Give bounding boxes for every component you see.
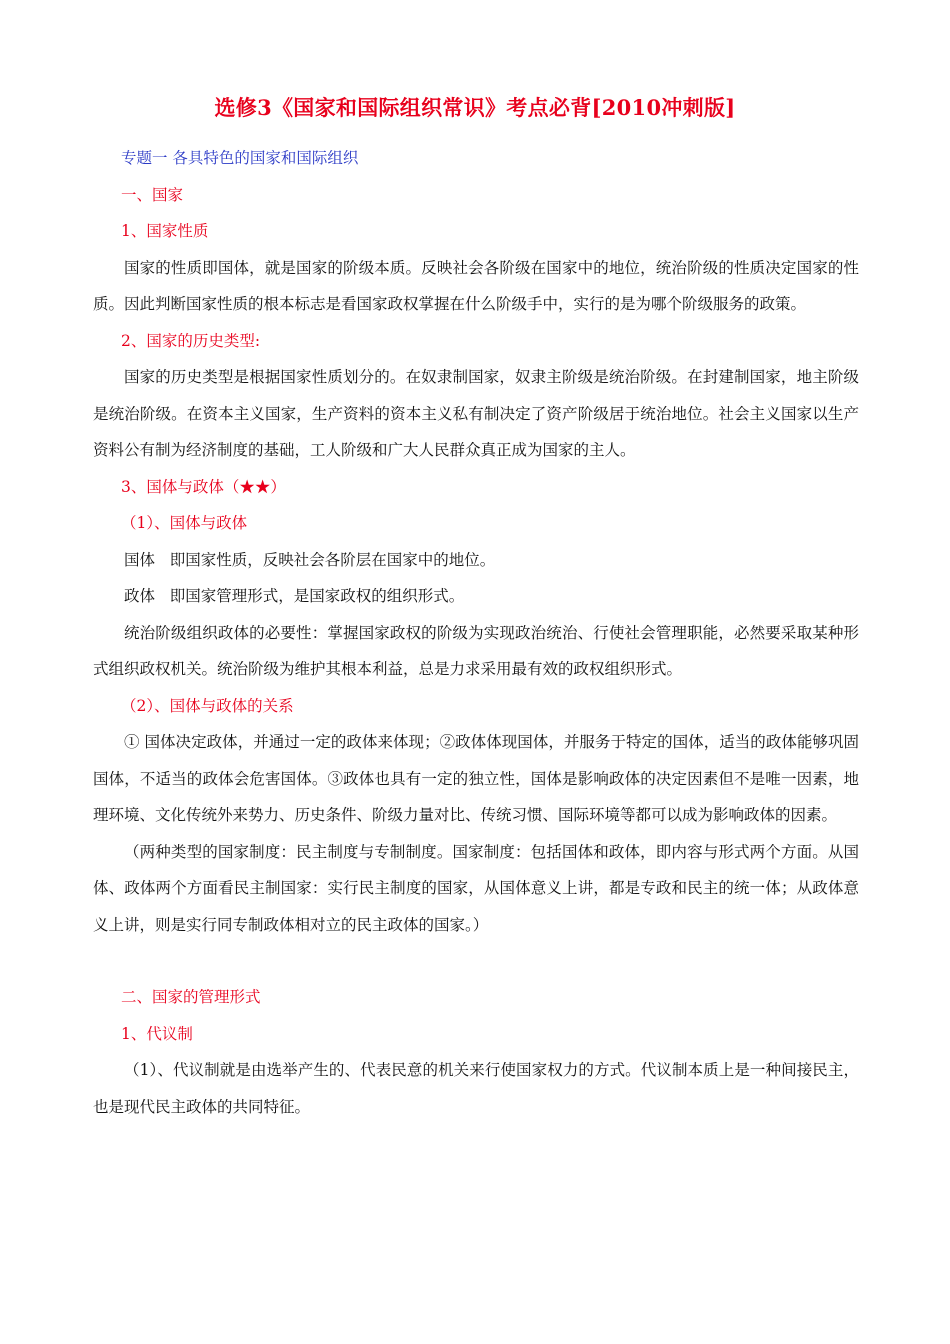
note-paragraph: （两种类型的国家制度：民主制度与专制制度。国家制度：包括国体和政体，即内容与形式两个方面。从国体、政体两个方面看民主制国家：实行民主制度的国家，从国体意义上讲，都是专政和民主的统一体；从政体意义上讲，则是实行同专制政体相对立的民主政体的国家。）: [93, 842, 859, 934]
section1-sub2-heading: 2、国家的历史类型:: [121, 331, 261, 350]
section1-sub1-heading: 1、国家性质: [121, 222, 209, 240]
relation-paragraph: ① 国体决定政体，并通过一定的政体来体现；②政体体现国体，并服务于特定的国体，适当的政体能够巩固国体，不适当的政体会危害国体。③政体也具有一定的独立性，国体是影响政体的决定因素但不是唯一因素，地理环境、文化传统外来势力、历史条件、阶级力量对比、传统习惯、国际环境等都可以成为影响政体的因素。: [93, 733, 859, 824]
section-spacer: [93, 943, 859, 979]
section2-heading: 二、国家的管理形式: [121, 988, 261, 1006]
necessity-paragraph: 统治阶级组织政体的必要性：掌握国家政权的阶级为实现政治统治、行使社会管理职能，必然要采取某种形式组织政权机关。统治阶级为维护其根本利益，总是力求采用最有效的政权组织形式。: [93, 623, 859, 678]
zhengti-definition: 政体 即国家管理形式，是国家政权的组织形式。: [124, 587, 465, 605]
section2-sub1-paragraph: （1）、代议制就是由选举产生的、代表民意的机关来行使国家权力的方式。代议制本质上是一种间接民主，也是现代民主政体的共同特征。: [93, 1061, 859, 1116]
document-title: 选修3《国家和国际组织常识》考点必背[2010冲刺版]: [214, 95, 736, 120]
section1-sub3-1-heading: （1）、国体与政体: [121, 514, 248, 532]
guoti-definition: 国体 即国家性质，反映社会各阶层在国家中的地位。: [124, 550, 496, 569]
section1-sub2-paragraph: 国家的历史类型是根据国家性质划分的。在奴隶制国家，奴隶主阶级是统治阶级。在封建制国家，地主阶级是统治阶级。在资本主义国家，生产资料的资本主义私有制决定了资产阶级居于统治地位。社会主义国家以生产资料公有制为经济制度的基础，工人阶级和广大人民群众真正成为国家的主人。: [93, 368, 859, 459]
topic-heading: 专题一 各具特色的国家和国际组织: [121, 149, 359, 167]
section1-heading: 一、国家: [121, 185, 184, 204]
document-body: [93, 140, 859, 1125]
section1-sub3-2-heading: （2）、国体与政体的关系: [121, 696, 294, 715]
section2-sub1-heading: 1、代议制: [121, 1024, 193, 1043]
section1-sub1-paragraph: 国家的性质即国体，就是国家的阶级本质。反映社会各阶级在国家中的地位，统治阶级的性质决定国家的性质。因此判断国家性质的根本标志是看国家政权掌握在什么阶级手中，实行的是为哪个阶级服务的政策。: [93, 258, 859, 313]
section1-sub3-heading: 3、国体与政体（★★）: [121, 477, 286, 496]
